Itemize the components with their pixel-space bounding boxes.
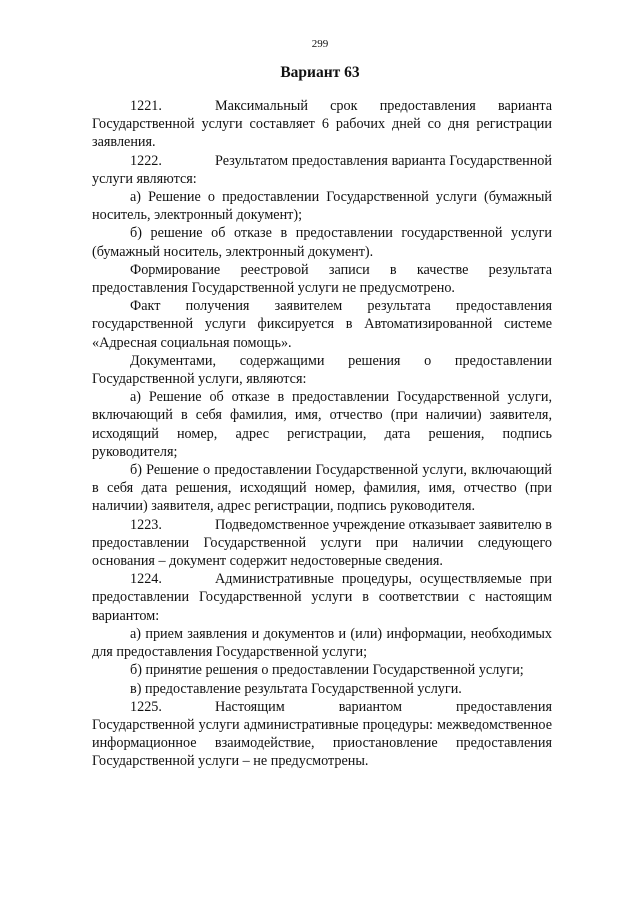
clause-number: 1222. (130, 152, 162, 169)
list-item-b: б) решение об отказе в предоставлении государственной услуги (бумажный носитель, электронный документ). (92, 225, 552, 260)
paragraph-1224 (92, 570, 552, 625)
page-number: 299 (311, 38, 329, 50)
paragraph-text: Результатом предоставления варианта Государственной услуги являются: (92, 152, 552, 187)
clause-number: 1223. (130, 516, 162, 533)
paragraph-documents: Документами, содержащими решения о предоставлении Государственной услуги, являются: (92, 352, 552, 388)
page-title: Вариант 63 (280, 64, 360, 81)
list-item-b: б) принятие решения о предоставлении Государственной услуги; (130, 662, 524, 679)
paragraph-1222 (92, 152, 552, 188)
paragraph-1223 (92, 516, 552, 571)
clause-number: 1221. (130, 98, 162, 114)
paragraph-1225 (92, 698, 552, 771)
list-item-b: б) Решение о предоставлении Государственной услуги, включающий в себя дата решения, исходящий номер, фамилия, имя, отчество (при наличии) заявителя, адрес регистрации, подпись руководителя. (92, 462, 552, 515)
paragraph-text: Максимальный срок предоставления варианта Государственной услуги составляет 6 рабочих дней со дня регистрации заявления. (92, 98, 552, 151)
clause-number: 1225. (130, 698, 162, 715)
paragraph-text: Настоящим вариантом предоставления Государственной услуги административные процедуры: межведомственное информационное взаимодействие, приостановление предоставления Государственной услуги – не предусмотрены. (92, 698, 552, 770)
list-item-a: а) прием заявления и документов и (или) информации, необходимых для предоставления Государственной услуги; (92, 625, 552, 661)
list-item-c: в) предоставление результата Государственной услуги. (130, 680, 462, 697)
paragraph-1221 (92, 97, 552, 152)
paragraph-registry-record: Формирование реестровой записи в качестве результата предоставления Государственной услуги не предусмотрено. (92, 261, 552, 297)
paragraph-text: Подведомственное учреждение отказывает заявителю в предоставлении Государственной услуги при наличии следующего основания – документ содержит недостоверные сведения. (92, 516, 552, 570)
list-item-a: а) Решение об отказе в предоставлении Государственной услуги, включающий в себя фамилия, имя, отчество (при наличии) заявителя, исходящий номер, адрес регистрации, дата решения, подпись руководителя; (92, 389, 552, 460)
paragraph-result-fact: Факт получения заявителем результата предоставления государственной услуги фиксируется в Автоматизированной системе «Адресная социальная помощь». (92, 298, 552, 351)
list-item-a: а) Решение о предоставлении Государственной услуги (бумажный носитель, электронный документ); (92, 189, 552, 224)
document-body (92, 97, 552, 771)
clause-number: 1224. (130, 571, 162, 588)
paragraph-text: Административные процедуры, осуществляемые при предоставлении Государственной услуги в соответствии с настоящим вариантом: (92, 571, 552, 624)
